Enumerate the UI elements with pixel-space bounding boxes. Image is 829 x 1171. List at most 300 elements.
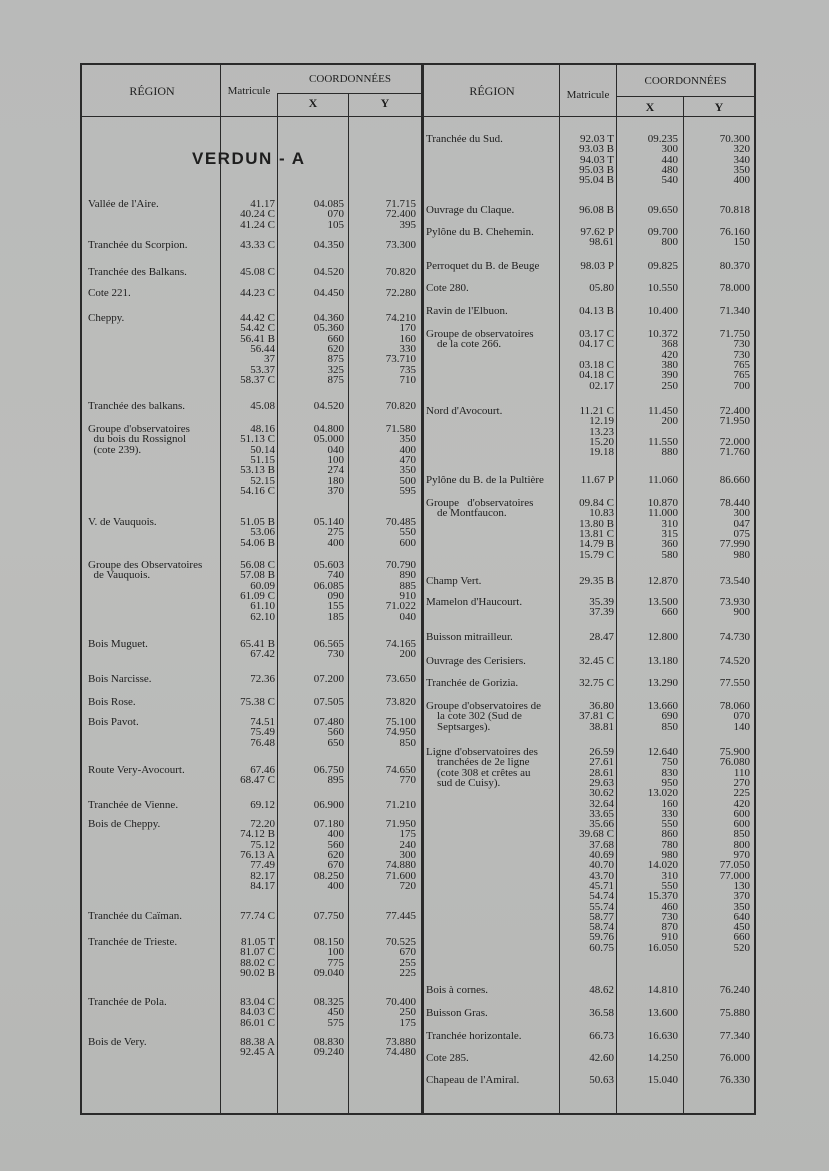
matricule-value: 36.58: [589, 1007, 614, 1019]
region-label: Cheppy.: [88, 312, 125, 324]
matricule-value: 45.08 C: [240, 266, 275, 278]
matricule-value: 14.79 B: [579, 538, 614, 551]
x-coordinate: 040: [327, 443, 344, 456]
y-coordinate: 70.300: [719, 133, 750, 145]
y-coordinate: 450: [733, 921, 750, 934]
matricule-value: 72.20: [250, 818, 275, 830]
y-coordinate: 78.000: [719, 282, 750, 294]
matricule-value: 53.13 B: [240, 464, 275, 477]
x-coordinate: 04.520: [313, 400, 344, 412]
x-coordinate: 480: [661, 163, 678, 176]
y-coordinate: 250: [399, 1006, 416, 1019]
region-label: Tranchée des Balkans.: [88, 266, 187, 278]
x-coordinate: 620: [327, 342, 344, 355]
x-coordinate: 16.630: [647, 1030, 678, 1042]
matricule-value: 68.47 C: [240, 774, 275, 787]
y-coordinate: 300: [399, 848, 416, 861]
y-coordinate: 370: [733, 890, 750, 903]
x-coordinate: 800: [661, 236, 678, 249]
y-coordinate: 255: [399, 956, 416, 969]
x-coordinate: 14.020: [647, 859, 678, 872]
region-label: Bois Narcisse.: [88, 673, 152, 685]
y-coordinate: 78.440: [719, 497, 750, 509]
y-coordinate: 77.445: [385, 910, 416, 922]
region-label: Pylône du B. Chehemin.: [426, 226, 534, 238]
matricule-value: 32.45 C: [579, 655, 614, 667]
region-label: Bois Rose.: [88, 696, 136, 708]
y-coordinate: 130: [733, 879, 750, 892]
x-coordinate: 368: [661, 338, 678, 351]
matricule-value: 37.68: [589, 838, 614, 851]
x-coordinate: 400: [327, 536, 344, 549]
x-coordinate: 670: [327, 859, 344, 872]
x-coordinate: 07.505: [313, 696, 344, 708]
matricule-value: 56.41 B: [240, 332, 275, 345]
y-coordinate: 070: [733, 710, 750, 723]
x-coordinate: 13.660: [647, 700, 678, 712]
y-coordinate: 340: [733, 153, 750, 166]
y-coordinate: 350: [399, 464, 416, 477]
x-coordinate: 390: [661, 369, 678, 382]
y-coordinate: 395: [399, 218, 416, 231]
y-coordinate: 200: [399, 648, 416, 661]
matricule-value: 54.42 C: [240, 322, 275, 335]
x-coordinate: 09.240: [313, 1046, 344, 1059]
section-title: VERDUN - A: [192, 149, 306, 168]
matricule-value: 32.75 C: [579, 677, 614, 689]
y-coordinate: 175: [399, 828, 416, 841]
x-coordinate: 13.600: [647, 1007, 678, 1019]
y-coordinate: 74.210: [385, 312, 416, 324]
region-label: Groupe d'observatoires de la cote 302 (Sud de Septsarges).: [426, 700, 542, 733]
matricule-value: 03.18 C: [579, 358, 614, 371]
matricule-value: 98.61: [589, 236, 614, 249]
matricule-value: 54.06 B: [240, 536, 275, 549]
matricule-value: 19.18: [589, 446, 614, 459]
y-coordinate: 640: [733, 910, 750, 923]
y-coordinate: 720: [399, 879, 416, 892]
matricule-value: 04.13 B: [579, 305, 614, 317]
x-coordinate: 14.810: [647, 984, 678, 996]
matricule-value: 26.59: [589, 746, 614, 758]
matricule-value: 44.42 C: [240, 312, 275, 324]
x-coordinate: 560: [327, 838, 344, 851]
y-coordinate: 330: [399, 342, 416, 355]
matricule-value: 43.70: [589, 869, 614, 882]
y-coordinate: 700: [733, 379, 750, 392]
matricule-value: 77.49: [250, 859, 275, 872]
x-coordinate: 05.000: [313, 433, 344, 446]
region-label: Vallée de l'Aire.: [88, 198, 159, 210]
right-header-region: RÉGION: [469, 84, 515, 98]
matricule-value: 75.49: [250, 726, 275, 739]
matricule-value: 61.10: [250, 600, 275, 613]
header-rule: [82, 116, 754, 117]
x-coordinate: 100: [327, 453, 344, 466]
matricule-value: 11.21 C: [579, 405, 614, 417]
matricule-value: 28.61: [589, 766, 614, 779]
left-header-y: Y: [380, 96, 390, 110]
x-coordinate: 200: [661, 415, 678, 428]
y-coordinate: 735: [399, 363, 416, 376]
y-coordinate: 71.715: [385, 198, 416, 210]
x-coordinate: 450: [327, 1006, 344, 1019]
y-coordinate: 77.050: [719, 859, 750, 872]
matricule-value: 56.44: [250, 342, 275, 355]
y-coordinate: 71.760: [719, 446, 750, 459]
matricule-value: 90.02 B: [240, 966, 275, 979]
matricule-value: 40.69: [589, 849, 614, 861]
y-coordinate: 74.165: [385, 638, 416, 650]
region-label: Perroquet du B. de Beuge: [426, 260, 540, 272]
right-header-matricule: Matricule: [566, 89, 610, 101]
x-coordinate: 274: [327, 464, 344, 477]
x-coordinate: 11.000: [648, 507, 678, 520]
x-coordinate: 440: [661, 153, 678, 166]
matricule-value: 67.46: [250, 764, 275, 776]
matricule-value: 38.81: [589, 720, 614, 733]
x-coordinate: 15.040: [647, 1074, 678, 1086]
y-coordinate: 600: [733, 807, 750, 820]
matricule-value: 35.66: [589, 818, 614, 831]
coord-rule-right: [617, 96, 754, 97]
region-label: Tranchée du Caïman.: [88, 910, 182, 922]
x-coordinate: 14.250: [647, 1052, 678, 1064]
region-label: Cote 280.: [426, 282, 469, 294]
region-label: Buisson Gras.: [426, 1007, 488, 1019]
x-coordinate: 540: [661, 174, 678, 187]
matricule-value: 48.16: [250, 423, 275, 435]
matricule-value: 37.39: [589, 606, 614, 619]
y-coordinate: 890: [399, 569, 416, 582]
col-rule: [348, 93, 349, 1113]
x-coordinate: 660: [327, 332, 344, 345]
matricule-value: 88.02 C: [240, 956, 275, 969]
region-label: Bois Muguet.: [88, 638, 148, 650]
matricule-value: 62.10: [250, 610, 275, 623]
y-coordinate: 73.650: [385, 673, 416, 685]
x-coordinate: 560: [327, 726, 344, 739]
x-coordinate: 740: [327, 569, 344, 582]
matricule-value: 58.77: [589, 910, 614, 923]
x-coordinate: 09.700: [647, 226, 678, 238]
matricule-value: 51.05 B: [240, 516, 275, 528]
matricule-value: 04.18 C: [579, 369, 614, 382]
matricule-value: 92.03 T: [579, 133, 614, 145]
region-label: V. de Vauquois.: [88, 516, 157, 528]
y-coordinate: 350: [733, 900, 750, 913]
matricule-value: 98.03 P: [580, 260, 614, 272]
x-coordinate: 325: [327, 363, 344, 376]
matricule-value: 30.62: [589, 787, 614, 800]
y-coordinate: 175: [399, 1016, 416, 1029]
matricule-value: 65.41 B: [240, 638, 275, 650]
matricule-value: 15.20: [589, 435, 614, 448]
x-coordinate: 13.020: [647, 787, 678, 800]
x-coordinate: 160: [661, 797, 678, 810]
matricule-value: 67.42: [250, 648, 275, 661]
region-label: Bois de Cheppy.: [88, 818, 161, 830]
y-coordinate: 70.525: [385, 936, 416, 948]
x-coordinate: 12.640: [647, 746, 678, 758]
x-coordinate: 15.370: [647, 890, 678, 903]
x-coordinate: 460: [661, 900, 678, 913]
col-rule: [220, 65, 221, 1113]
y-coordinate: 600: [399, 536, 416, 549]
x-coordinate: 05.140: [313, 516, 344, 528]
matricule-value: 77.74 C: [240, 910, 275, 922]
y-coordinate: 73.540: [719, 575, 750, 587]
region-label: Bois de Very.: [88, 1036, 147, 1048]
matricule-value: 66.73: [589, 1030, 614, 1042]
matricule-value: 60.09: [250, 579, 275, 592]
x-coordinate: 730: [661, 910, 678, 923]
x-coordinate: 16.050: [647, 941, 678, 954]
x-coordinate: 620: [327, 848, 344, 861]
y-coordinate: 160: [399, 332, 416, 345]
x-coordinate: 400: [327, 879, 344, 892]
matricule-value: 60.75: [589, 941, 614, 954]
region-label: Cote 221.: [88, 287, 131, 299]
x-coordinate: 185: [327, 610, 344, 623]
x-coordinate: 780: [661, 838, 678, 851]
region-label: Tranchée de Gorizia.: [426, 677, 519, 689]
y-coordinate: 70.790: [385, 559, 416, 571]
x-coordinate: 875: [327, 373, 344, 386]
x-coordinate: 09.040: [313, 966, 344, 979]
matricule-value: 81.07 C: [240, 946, 275, 959]
matricule-value: 39.68 C: [579, 828, 614, 841]
x-coordinate: 06.900: [313, 799, 344, 811]
matricule-value: 84.17: [250, 879, 275, 892]
x-coordinate: 750: [661, 756, 678, 769]
matricule-value: 10.83: [589, 507, 614, 520]
y-coordinate: 710: [399, 373, 416, 386]
matricule-value: 74.51: [250, 716, 275, 728]
matricule-value: 58.74: [589, 921, 614, 934]
y-coordinate: 73.930: [719, 596, 750, 608]
col-rule: [616, 65, 617, 1113]
matricule-value: 32.64: [589, 797, 614, 810]
x-coordinate: 330: [661, 807, 678, 820]
x-coordinate: 910: [661, 931, 678, 944]
y-coordinate: 75.100: [385, 716, 416, 728]
region-label: Tranchée de Trieste.: [88, 936, 178, 948]
matricule-value: 95.04 B: [579, 174, 614, 187]
matricule-value: 44.23 C: [240, 287, 275, 299]
y-coordinate: 850: [399, 736, 416, 749]
left-header-region: RÉGION: [129, 84, 175, 98]
matricule-value: 04.17 C: [579, 338, 614, 351]
x-coordinate: 04.450: [313, 287, 344, 299]
y-coordinate: 76.080: [719, 756, 750, 769]
matricule-value: 37.81 C: [579, 710, 614, 723]
x-coordinate: 05.603: [313, 559, 344, 571]
y-coordinate: 400: [733, 174, 750, 187]
x-coordinate: 06.565: [313, 638, 344, 650]
x-coordinate: 09.235: [647, 133, 678, 145]
y-coordinate: 70.485: [385, 516, 416, 528]
x-coordinate: 12.800: [647, 631, 678, 643]
col-rule: [277, 93, 278, 1113]
x-coordinate: 10.870: [647, 497, 678, 509]
matricule-value: 13.81 C: [579, 527, 614, 540]
matricule-value: 76.13 A: [240, 848, 275, 861]
matricule-value: 74.12 B: [240, 828, 275, 841]
matricule-value: 35.39: [589, 596, 614, 608]
x-coordinate: 830: [661, 766, 678, 779]
y-coordinate: 110: [733, 766, 750, 779]
y-coordinate: 730: [733, 338, 750, 351]
matricule-value: 02.17: [589, 379, 614, 392]
y-coordinate: 73.710: [385, 353, 416, 366]
matricule-value: 11.67 P: [580, 474, 614, 486]
x-coordinate: 13.290: [647, 677, 678, 689]
y-coordinate: 170: [399, 322, 416, 335]
matricule-value: 84.03 C: [240, 1006, 275, 1019]
y-coordinate: 78.060: [719, 700, 750, 712]
x-coordinate: 06.750: [313, 764, 344, 776]
y-coordinate: 74.880: [385, 859, 416, 872]
left-header-coordonnees: COORDONNÉES: [309, 73, 391, 85]
y-coordinate: 150: [733, 236, 750, 249]
matricule-value: 28.47: [589, 631, 614, 643]
left-header-x: X: [308, 96, 318, 110]
y-coordinate: 320: [733, 143, 750, 156]
x-coordinate: 08.830: [313, 1036, 344, 1048]
y-coordinate: 850: [733, 828, 750, 841]
matricule-value: 51.13 C: [240, 433, 275, 446]
matricule-value: 94.03 T: [579, 153, 614, 166]
region-label: Nord d'Avocourt.: [426, 405, 503, 417]
y-coordinate: 240: [399, 838, 416, 851]
y-coordinate: 71.750: [719, 328, 750, 340]
region-label: Tranchée de Pola.: [88, 996, 167, 1008]
region-label: Ravin de l'Elbuon.: [426, 305, 508, 317]
y-coordinate: 71.950: [719, 415, 750, 428]
x-coordinate: 06.085: [313, 579, 344, 592]
coord-rule-left: [278, 93, 422, 94]
x-coordinate: 315: [661, 527, 678, 540]
matricule-value: 45.71: [589, 879, 614, 892]
x-coordinate: 04.350: [313, 239, 344, 251]
region-label: Mamelon d'Haucourt.: [426, 596, 523, 608]
x-coordinate: 950: [661, 776, 678, 789]
matricule-value: 69.12: [250, 799, 275, 811]
y-coordinate: 047: [733, 517, 750, 530]
region-label: Pylône du B. de la Pultière: [426, 474, 544, 486]
matricule-value: 29.63: [589, 776, 614, 789]
region-label: Cote 285.: [426, 1052, 469, 1064]
region-label: Groupe d'observatoires de Montfaucon.: [426, 497, 534, 520]
y-coordinate: 600: [733, 818, 750, 831]
y-coordinate: 350: [733, 163, 750, 176]
center-double-rule: [421, 65, 424, 1113]
region-label: Bois à cornes.: [426, 984, 489, 996]
y-coordinate: 300: [733, 507, 750, 520]
region-label: Groupe d'observatoires du bois du Rossignol (cote 239).: [88, 423, 190, 456]
matricule-value: 88.38 A: [240, 1036, 275, 1048]
y-coordinate: 70.820: [385, 266, 416, 278]
y-coordinate: 76.330: [719, 1074, 750, 1086]
y-coordinate: 86.660: [719, 474, 750, 486]
x-coordinate: 10.550: [647, 282, 678, 294]
matricule-value: 54.74: [589, 890, 614, 903]
region-label: Tranchée de Vienne.: [88, 799, 179, 811]
x-coordinate: 870: [661, 921, 678, 934]
matricule-value: 97.62 P: [580, 226, 614, 238]
matricule-value: 52.15: [250, 474, 275, 487]
matricule-value: 48.62: [589, 984, 614, 996]
y-coordinate: 500: [399, 474, 416, 487]
table-frame: [80, 63, 756, 1115]
matricule-value: 36.80: [589, 700, 614, 712]
x-coordinate: 070: [327, 208, 344, 221]
region-label: Tranchée des balkans.: [88, 400, 186, 412]
y-coordinate: 75.900: [719, 746, 750, 758]
col-rule: [683, 96, 684, 1113]
x-coordinate: 730: [327, 648, 344, 661]
x-coordinate: 04.085: [313, 198, 344, 210]
x-coordinate: 100: [327, 946, 344, 959]
y-coordinate: 74.650: [385, 764, 416, 776]
matricule-value: 41.17: [250, 198, 275, 210]
x-coordinate: 300: [661, 143, 678, 156]
col-rule: [559, 65, 560, 1113]
y-coordinate: 470: [399, 453, 416, 466]
y-coordinate: 74.950: [385, 726, 416, 739]
y-coordinate: 225: [399, 966, 416, 979]
y-coordinate: 80.370: [719, 260, 750, 272]
matricule-value: 96.08 B: [579, 204, 614, 216]
x-coordinate: 850: [661, 720, 678, 733]
x-coordinate: 07.180: [313, 818, 344, 830]
y-coordinate: 520: [733, 941, 750, 954]
x-coordinate: 155: [327, 600, 344, 613]
y-coordinate: 70.818: [719, 204, 750, 216]
y-coordinate: 71.210: [385, 799, 416, 811]
x-coordinate: 04.520: [313, 266, 344, 278]
y-coordinate: 76.000: [719, 1052, 750, 1064]
matricule-value: 59.76: [589, 931, 614, 944]
x-coordinate: 575: [327, 1016, 344, 1029]
y-coordinate: 72.400: [719, 405, 750, 417]
matricule-value: 45.08: [250, 400, 275, 412]
y-coordinate: 71.340: [719, 305, 750, 317]
matricule-value: 95.03 B: [579, 163, 614, 176]
matricule-value: 50.14: [250, 443, 275, 456]
x-coordinate: 380: [661, 358, 678, 371]
x-coordinate: 980: [661, 849, 678, 861]
y-coordinate: 71.600: [385, 869, 416, 882]
y-coordinate: 770: [399, 774, 416, 787]
y-coordinate: 140: [733, 720, 750, 733]
region-label: Champ Vert.: [426, 575, 482, 587]
matricule-value: 13.23: [589, 425, 614, 438]
y-coordinate: 670: [399, 946, 416, 959]
y-coordinate: 350: [399, 433, 416, 446]
x-coordinate: 04.800: [313, 423, 344, 435]
x-coordinate: 370: [327, 484, 344, 497]
y-coordinate: 595: [399, 484, 416, 497]
x-coordinate: 07.750: [313, 910, 344, 922]
x-coordinate: 08.250: [313, 869, 344, 882]
matricule-value: 03.17 C: [579, 328, 614, 340]
matricule-value: 58.37 C: [240, 373, 275, 386]
matricule-value: 56.08 C: [240, 559, 275, 571]
y-coordinate: 73.880: [385, 1036, 416, 1048]
x-coordinate: 09.650: [647, 204, 678, 216]
